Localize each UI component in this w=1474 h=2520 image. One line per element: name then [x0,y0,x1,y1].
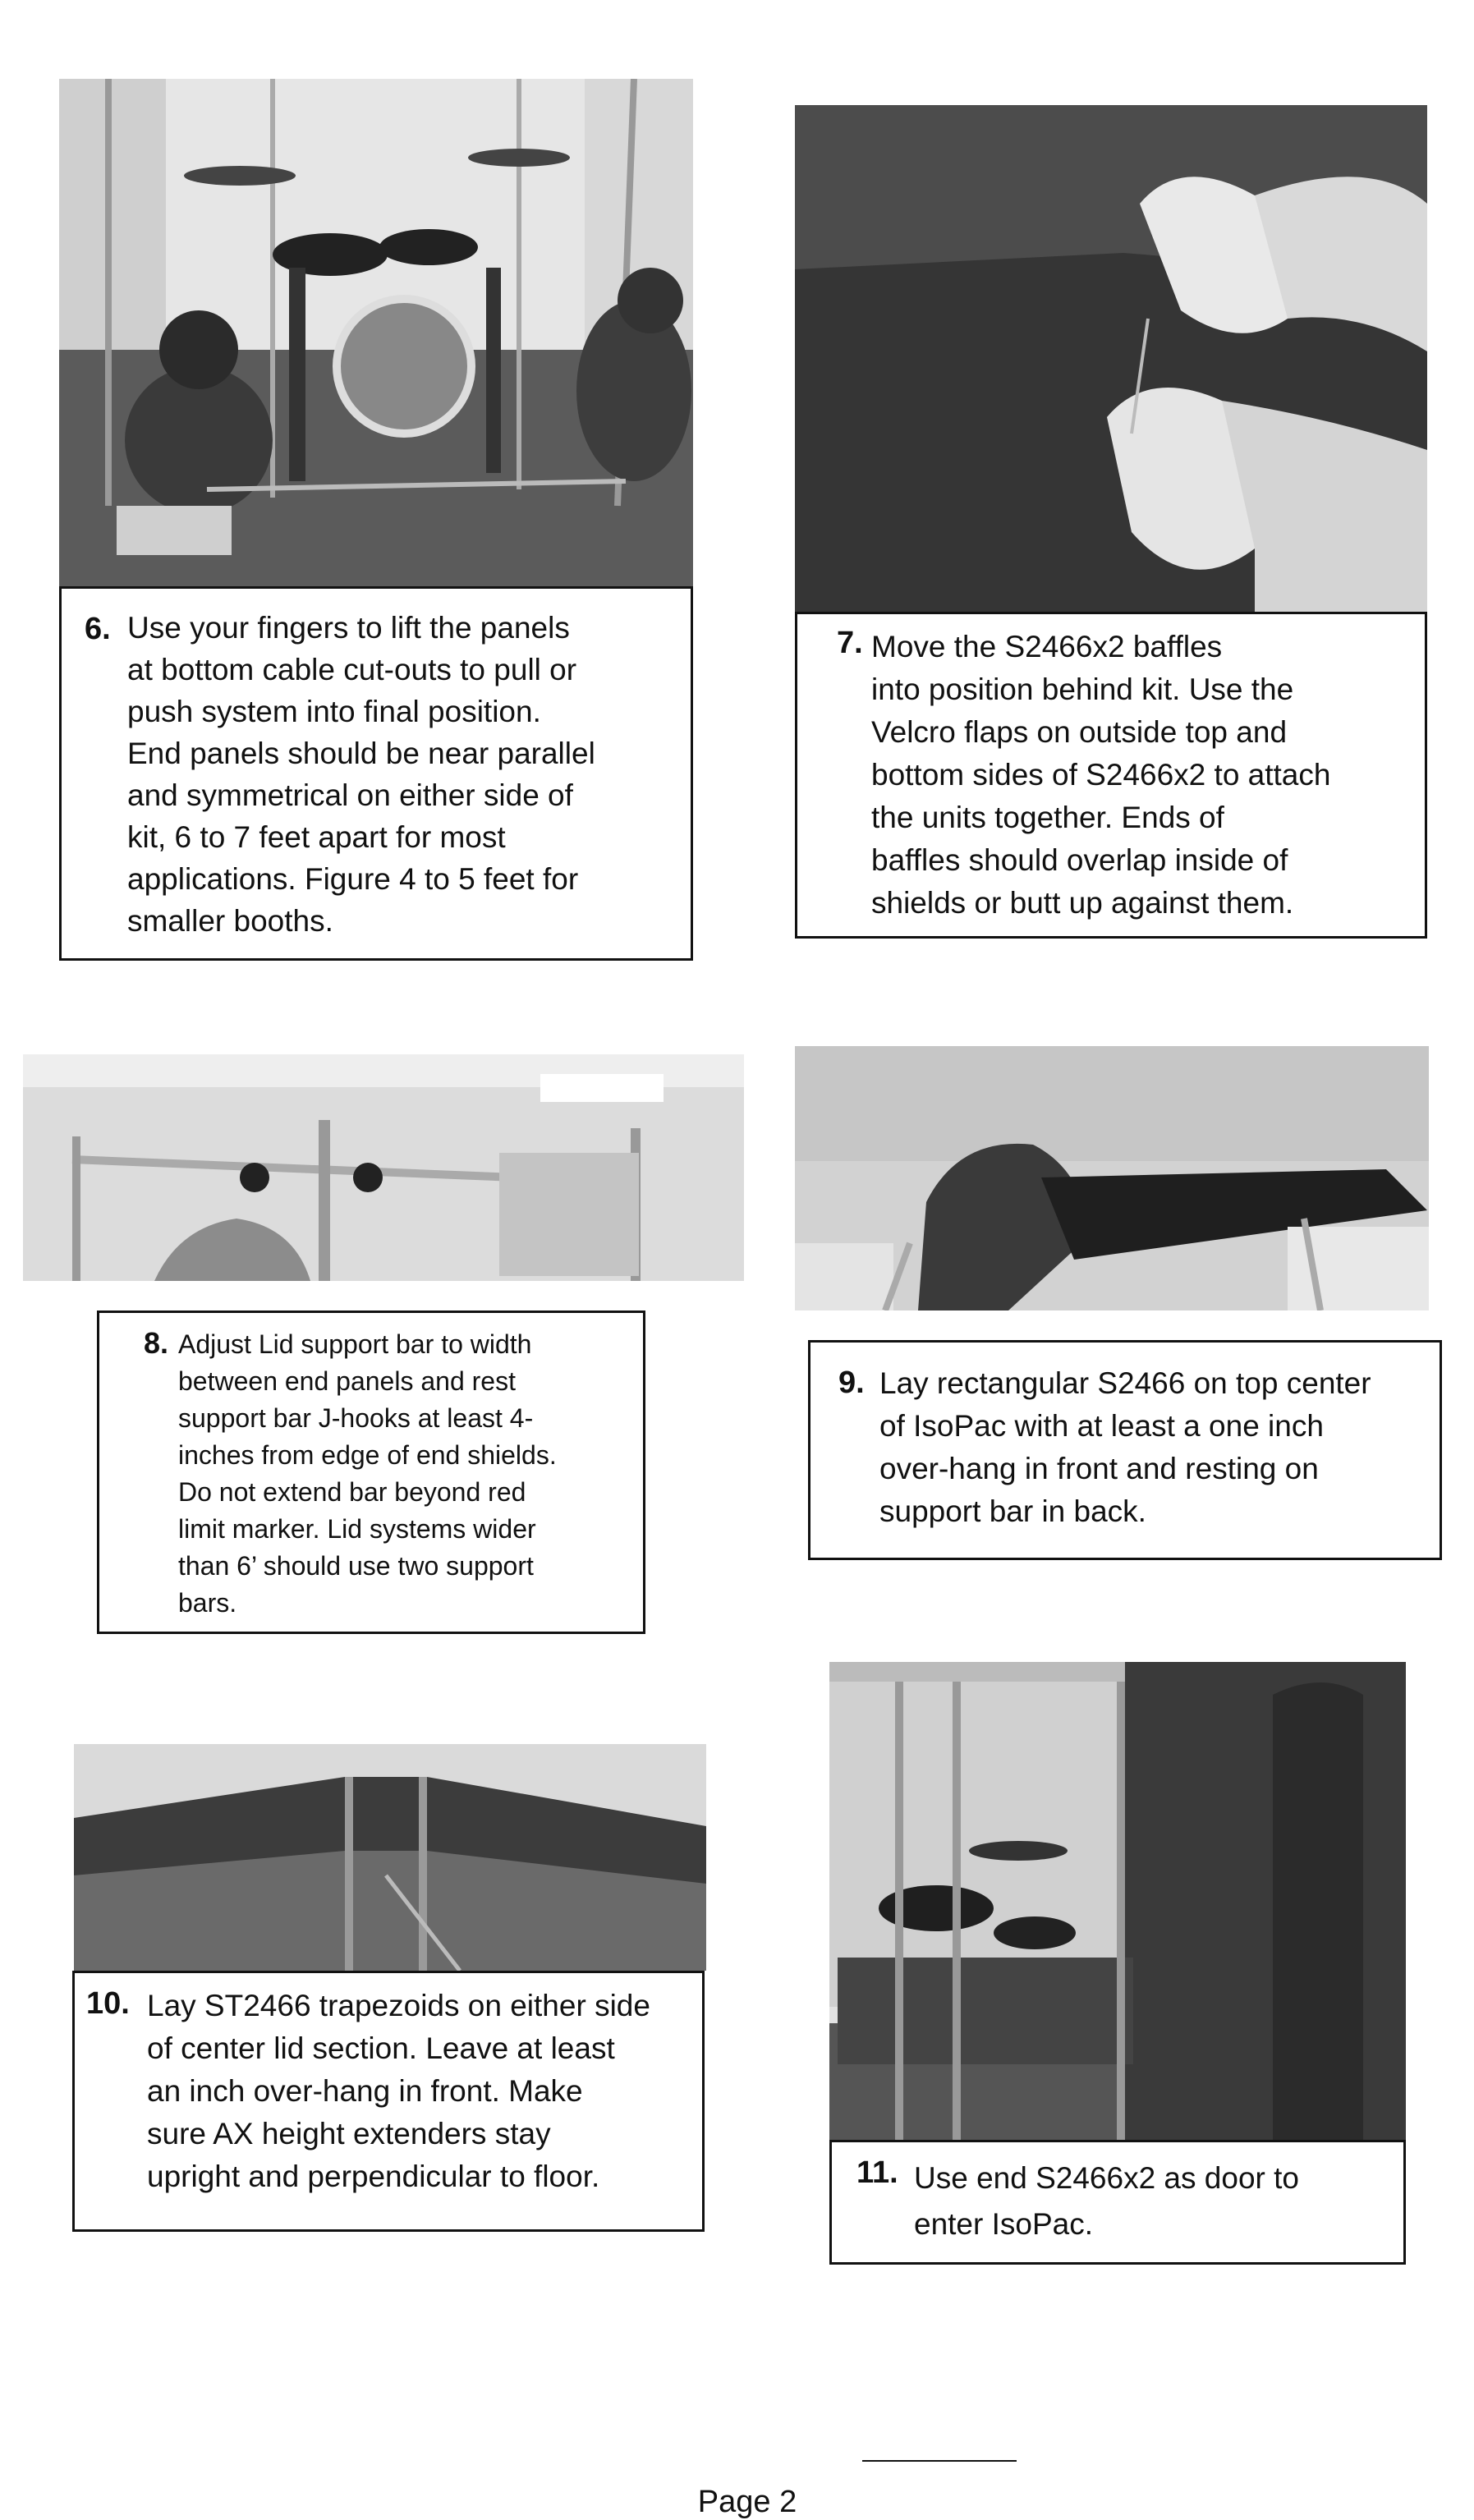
photo-step-7 [795,105,1427,614]
caption-step-8 [97,1310,645,1634]
photo-step-8 [23,1054,744,1281]
step-number: 6. [85,612,111,646]
caption-step-11 [829,2140,1406,2265]
caption-step-7 [795,612,1427,939]
step-text: Use end S2466x2 as door to enter IsoPac. [914,2161,1299,2241]
photo-step-6 [59,79,693,586]
step-number: 11. [856,2155,898,2190]
step-number: 10. [86,1986,130,2021]
step-text: Adjust Lid support bar to width between end panels and rest support bar J-hooks at least 4- inches from edge of end shields. Do not extend bar beyond red limit marker. Lid systems wider than 6’ should use two support bars. [178,1329,557,1618]
step-text: Move the S2466x2 baffles into position behind kit. Use the Velcro flaps on outside top and bottom sides of S2466x2 to attach the units together. Ends of baffles should overlap inside of shields or butt up against them. [871,630,1331,920]
photo-step-11 [829,1662,1406,2140]
step-text: Lay ST2466 trapezoids on either side of center lid section. Leave at least an inch over-hang in front. Make sure AX height extenders stay upright and perpendicular to floor. [147,1989,650,2193]
photo-step-9 [795,1046,1429,1310]
caption-step-10 [72,1971,705,2232]
step-number: 8. [144,1326,169,1360]
caption-step-9 [808,1340,1442,1560]
step-number: 7. [837,626,863,660]
step-text: Use your fingers to lift the panels at bottom cable cut-outs to pull or push system into final position. End panels should be near parallel and symmetrical on either side of kit, 6 to 7 feet apart for most applications. Figure 4 to 5 feet for smaller booths. [127,611,595,938]
footer-rule [862,2460,1017,2462]
caption-step-6 [59,586,693,961]
photo-step-10 [74,1744,706,1971]
page-number: Page 2 [697,2485,797,2519]
step-text: Lay rectangular S2466 on top center of IsoPac with at least a one inch over-hang in front and resting on support bar in back. [879,1366,1371,1528]
step-number: 9. [838,1366,865,1400]
